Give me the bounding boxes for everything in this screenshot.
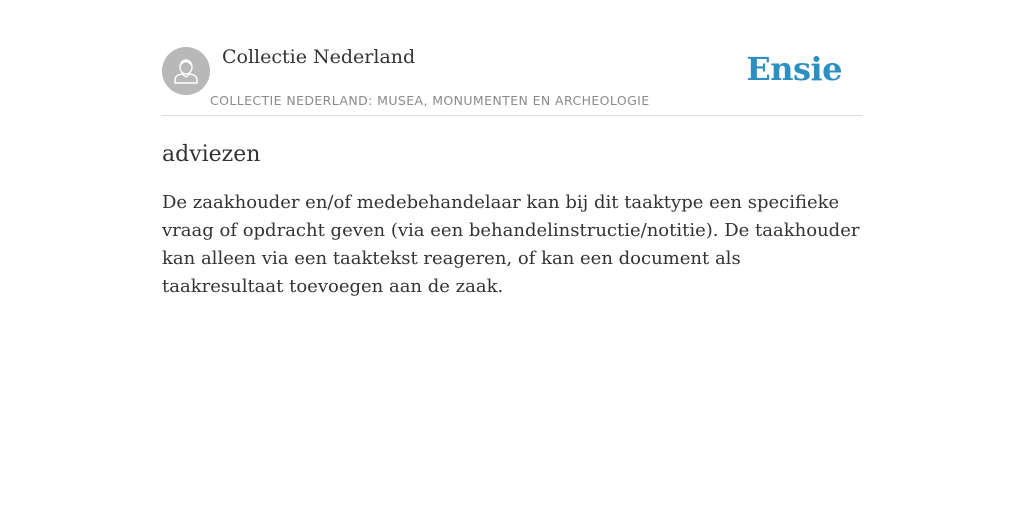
term-definition: De zaakhouder en/of medebehandelaar kan bij dit taaktype een specifieke vraag of opdracht geven (via een behandelinstructie/notitie). De taakhouder kan alleen via een taaktekst reageren, of kan een document als taakresultaat toevoegen aan de zaak.	[162, 192, 860, 297]
term-title: adviezen	[162, 142, 261, 167]
entry-card	[162, 40, 862, 301]
ensie-logo[interactable]: Ensie	[746, 50, 842, 88]
collection-subtitle-link[interactable]: COLLECTIE NEDERLAND: MUSEA, MONUMENTEN EN ARCHEOLOGIE	[210, 93, 650, 108]
entry-header	[162, 40, 862, 116]
author-name-link[interactable]: Collectie Nederland	[222, 46, 416, 68]
user-avatar-icon[interactable]	[162, 47, 210, 95]
